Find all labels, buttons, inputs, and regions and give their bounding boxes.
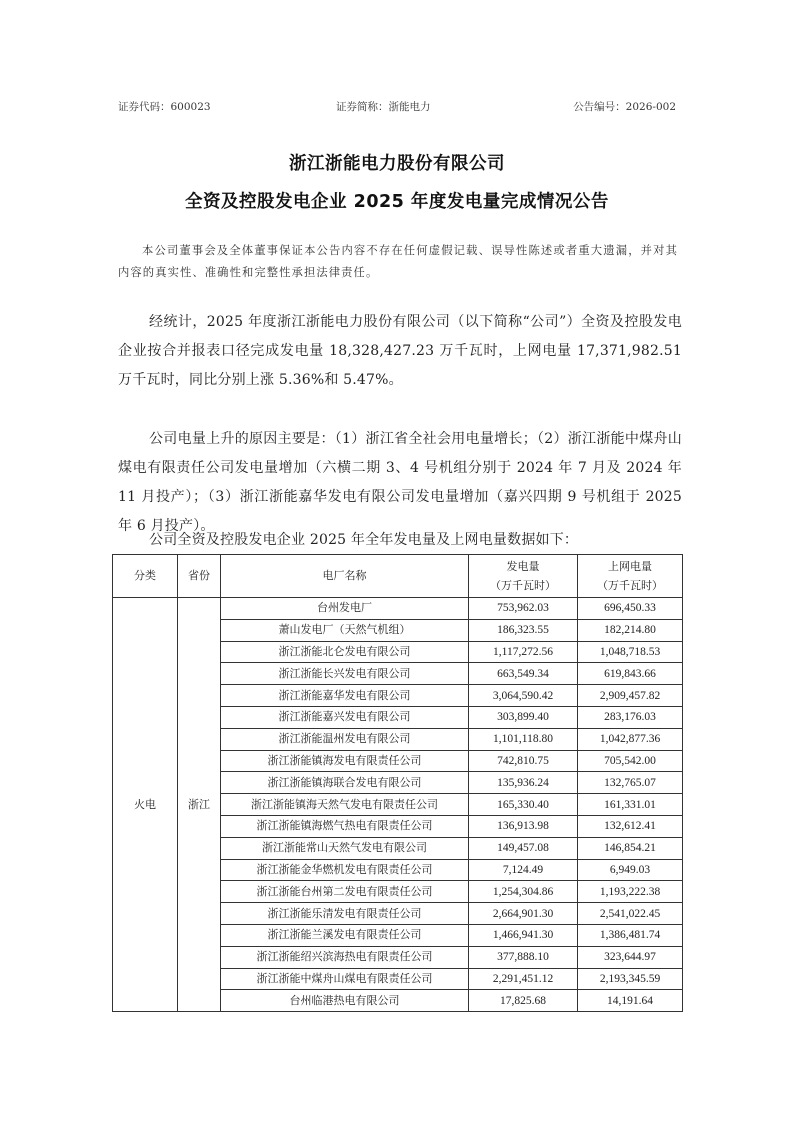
generation-cell: 135,936.24 [469,772,578,794]
generation-cell: 149,457.08 [469,837,578,859]
plant-name-cell: 萧山发电厂（天然气机组） [221,619,469,641]
plant-name-cell: 浙江浙能绍兴滨海热电有限责任公司 [221,946,469,968]
grid-cell: 161,331.01 [578,794,683,816]
header-grid-unit: （万千瓦时） [597,579,663,592]
generation-cell: 1,466,941.30 [469,924,578,946]
generation-cell: 165,330.40 [469,794,578,816]
plant-name-cell: 浙江浙能长兴发电有限公司 [221,663,469,685]
category-cell: 火电 [113,598,178,1012]
announcement-number: 公告编号：2026-002 [573,101,676,113]
grid-cell: 1,048,718.53 [578,641,683,663]
table-header-row [113,555,683,598]
plant-name-cell: 浙江浙能北仑发电有限公司 [221,641,469,663]
grid-cell: 705,542.00 [578,750,683,772]
generation-cell: 1,101,118.80 [469,728,578,750]
plant-name-cell: 浙江浙能镇海天然气发电有限责任公司 [221,794,469,816]
paragraph-table-intro: 公司全资及控股发电企业 2025 年全年发电量及上网电量数据如下： [149,532,579,548]
plant-name-cell: 台州临港热电有限公司 [221,990,469,1012]
stock-code: 证券代码：600023 [118,101,211,113]
plant-name-cell: 浙江浙能常山天然气发电有限公司 [221,837,469,859]
generation-cell: 136,913.98 [469,815,578,837]
generation-cell: 742,810.75 [469,750,578,772]
company-title: 浙江浙能电力股份有限公司 [289,154,505,174]
paragraph-summary: 经统计，2025 年度浙江浙能电力股份有限公司（以下简称“公司”）全资及控股发电企业按合并报表口径完成发电量 18,328,427.23 万千瓦时，上网电量 17,371,982.51 万千瓦时，同比分别上涨 5.36%和 5.47%。 [118,314,682,388]
paragraph-reasons: 公司电量上升的原因主要是：（1）浙江省全社会用电量增长；（2）浙江浙能中煤舟山煤电有限责任公司发电量增加（六横二期 3、4 号机组分别于 2024 年 7 月及 2024 年 11 月投产）；（3）浙江浙能嘉华发电有限公司发电量增加（嘉兴四期 9 号机组于 2025 年 6 月投产）。 [118,431,682,534]
grid-cell: 283,176.03 [578,706,683,728]
plant-name-cell: 浙江浙能金华燃机发电有限责任公司 [221,859,469,881]
plant-name-cell: 浙江浙能镇海联合发电有限公司 [221,772,469,794]
generation-cell: 2,664,901.30 [469,903,578,925]
board-disclaimer: 本公司董事会及全体董事保证本公告内容不存在任何虚假记载、误导性陈述或者重大遗漏，并对其内容的真实性、准确性和完整性承担法律责任。 [118,244,678,279]
plant-name-cell: 浙江浙能乐清发电有限责任公司 [221,903,469,925]
generation-table [112,554,683,1012]
header-generation-label: 发电量 [506,560,540,573]
header-province-label: 省份 [188,569,210,582]
grid-cell: 146,854.21 [578,837,683,859]
generation-cell: 3,064,590.42 [469,685,578,707]
plant-name-cell: 浙江浙能台州第二发电有限责任公司 [221,881,469,903]
table-row [113,598,683,620]
header-grid [578,555,683,598]
grid-cell: 1,042,877.36 [578,728,683,750]
generation-cell: 1,254,304.86 [469,881,578,903]
plant-name-cell: 浙江浙能温州发电有限公司 [221,728,469,750]
generation-cell: 663,549.34 [469,663,578,685]
header-plant-name-label: 电厂名称 [322,569,367,582]
grid-cell: 6,949.03 [578,859,683,881]
grid-cell: 2,909,457.82 [578,685,683,707]
announcement-title: 全资及控股发电企业 2025 年度发电量完成情况公告 [185,192,609,212]
generation-cell: 1,117,272.56 [469,641,578,663]
grid-cell: 323,644.97 [578,946,683,968]
grid-cell: 2,193,345.59 [578,968,683,990]
header-generation-unit: （万千瓦时） [490,579,556,592]
header-plant-name [221,555,469,598]
generation-cell: 303,899.40 [469,706,578,728]
grid-cell: 132,612.41 [578,815,683,837]
header-province [178,555,221,598]
header-category [113,555,178,598]
plant-name-cell: 台州发电厂 [221,598,469,620]
generation-cell: 17,825.68 [469,990,578,1012]
table-body [113,598,683,1012]
grid-cell: 696,450.33 [578,598,683,620]
grid-cell: 2,541,022.45 [578,903,683,925]
province-cell: 浙江 [178,598,221,1012]
plant-name-cell: 浙江浙能兰溪发电有限责任公司 [221,924,469,946]
plant-name-cell: 浙江浙能镇海燃气热电有限责任公司 [221,815,469,837]
grid-cell: 182,214.80 [578,619,683,641]
grid-cell: 1,386,481.74 [578,924,683,946]
plant-name-cell: 浙江浙能中煤舟山煤电有限责任公司 [221,968,469,990]
plant-name-cell: 浙江浙能嘉兴发电有限公司 [221,706,469,728]
header-grid-label: 上网电量 [608,560,652,573]
plant-name-cell: 浙江浙能镇海发电有限责任公司 [221,750,469,772]
plant-name-cell: 浙江浙能嘉华发电有限公司 [221,685,469,707]
stock-abbreviation: 证券简称：浙能电力 [336,101,431,113]
generation-cell: 186,323.55 [469,619,578,641]
announcement-header [118,99,676,115]
grid-cell: 14,191.64 [578,990,683,1012]
header-category-label: 分类 [134,569,156,582]
generation-cell: 753,962.03 [469,598,578,620]
generation-cell: 2,291,451.12 [469,968,578,990]
grid-cell: 132,765.07 [578,772,683,794]
grid-cell: 1,193,222.38 [578,881,683,903]
generation-cell: 7,124.49 [469,859,578,881]
grid-cell: 619,843.66 [578,663,683,685]
generation-cell: 377,888.10 [469,946,578,968]
header-generation [469,555,578,598]
